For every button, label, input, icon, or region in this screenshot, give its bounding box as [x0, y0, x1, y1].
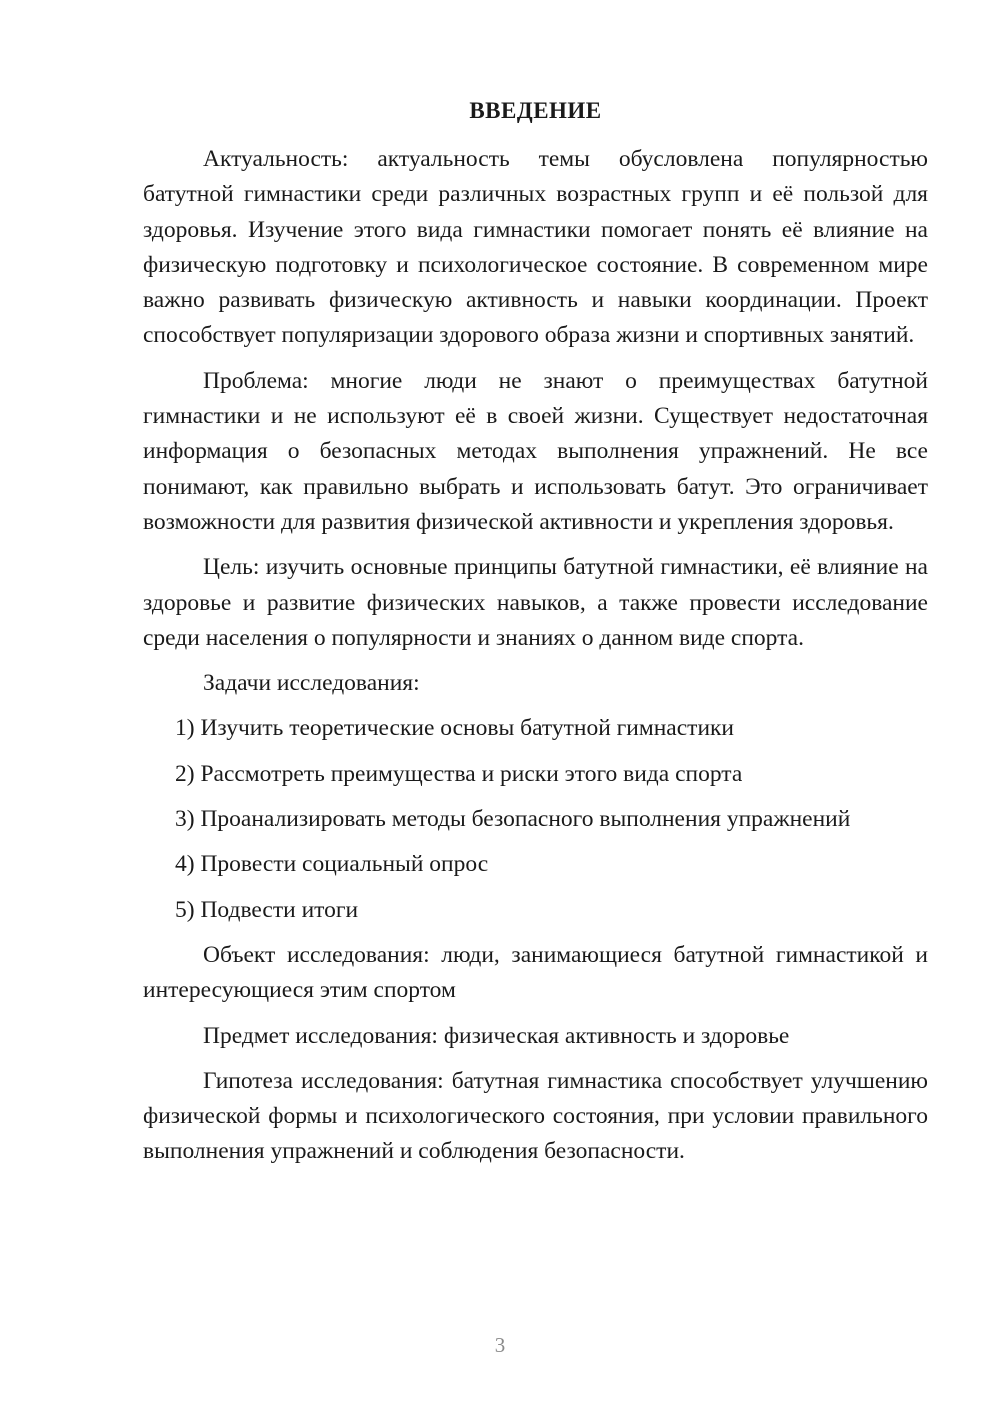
- hypothesis-paragraph: Гипотеза исследования: батутная гимнастика способствует улучшению физической формы и психологического состояния, при условии правильного выполнения упражнений и соблюдения безопасности.: [143, 1067, 928, 1165]
- relevance-paragraph: Актуальность: актуальность темы обусловлена популярностью батутной гимнастики среди различных возрастных групп и её пользой для здоровья. Изучение этого вида гимнастики помогает понять её влияние на физическую подготовку и психологическое состояние. В современном мире важно развивать физическую активность и навыки координации. Проект способствует популяризации здорового образа жизни и спортивных занятий.: [143, 146, 928, 349]
- page-number: 3: [494, 1333, 506, 1357]
- document-body: [143, 142, 928, 1180]
- document-page: [143, 0, 928, 1414]
- task-item-2: 2) Рассмотреть преимущества и риски этого вида спорта: [175, 760, 743, 787]
- task-item-4: 4) Провести социальный опрос: [175, 851, 489, 878]
- object-paragraph: Объект исследования: люди, занимающиеся батутной гимнастикой и интересующиеся этим спортом: [143, 941, 928, 1004]
- task-item-1: 1) Изучить теоретические основы батутной гимнастики: [175, 715, 735, 742]
- section-title: ВВЕДЕНИЕ: [469, 98, 602, 123]
- tasks-list: [143, 711, 928, 927]
- problem-paragraph: Проблема: многие люди не знают о преимуществах батутной гимнастики и не используют её в своей жизни. Существует недостаточная информация о безопасных методах выполнения упражнений. Не все понимают, как правильно выбрать и использовать батут. Это ограничивает возможности для развития физической активности и укрепления здоровья.: [143, 367, 928, 535]
- tasks-heading: Задачи исследования:: [203, 670, 420, 697]
- subject-paragraph: Предмет исследования: физическая активность и здоровье: [203, 1022, 790, 1049]
- task-item-3: 3) Проанализировать методы безопасного выполнения упражнений: [175, 806, 851, 833]
- goal-paragraph: Цель: изучить основные принципы батутной гимнастики, её влияние на здоровье и развитие физических навыков, а также провести исследование среди населения о популярности и знаниях о данном виде спорта.: [143, 554, 928, 651]
- task-item-5: 5) Подвести итоги: [175, 896, 359, 923]
